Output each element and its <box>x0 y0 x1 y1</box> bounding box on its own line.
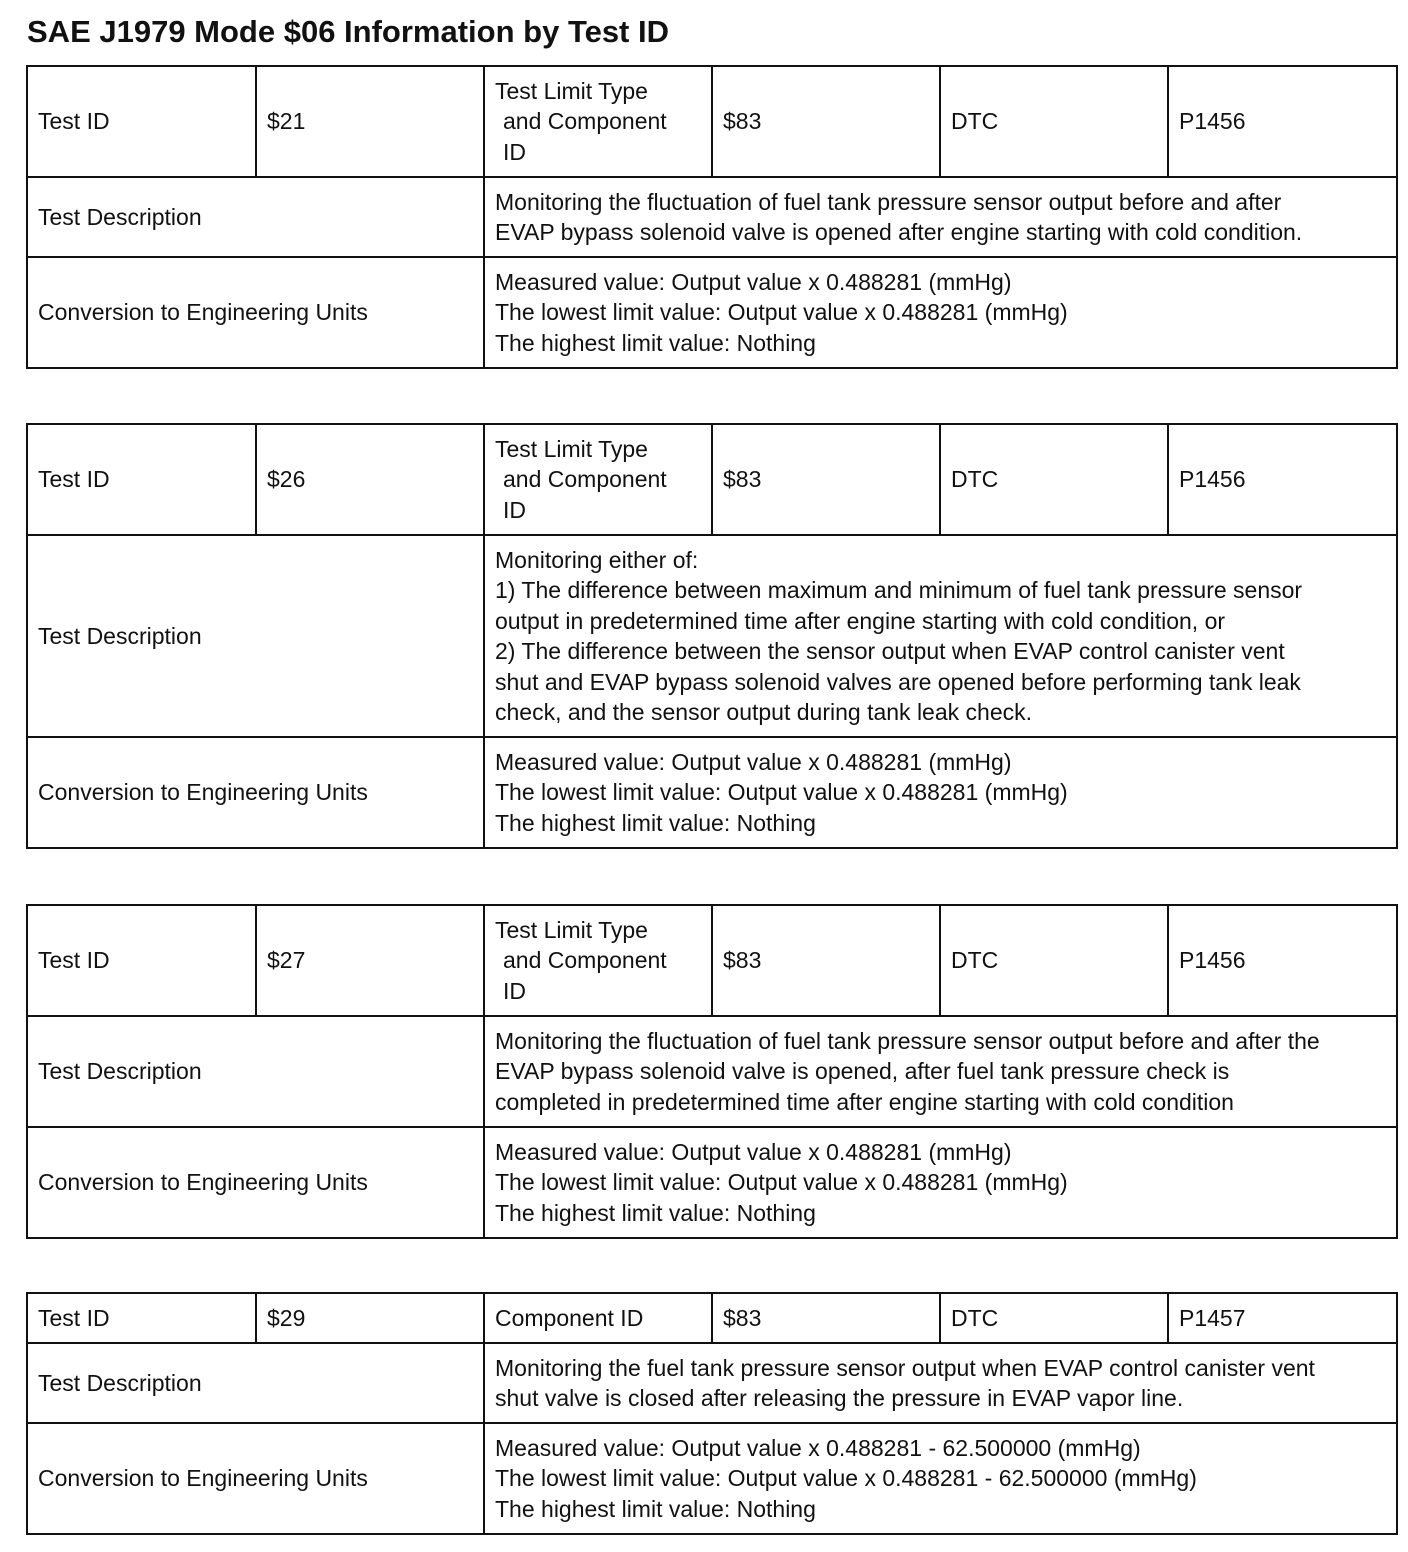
conversion-line: The lowest limit value: Output value x 0.488281 - 62.500000 (mmHg) <box>495 1465 1197 1492</box>
limit-type-label-line: Test Limit Type <box>495 916 648 943</box>
description-line: Monitoring the fuel tank pressure sensor output when EVAP control canister vent <box>495 1354 1315 1381</box>
limit-type-label-line: Test Limit Type <box>495 77 648 104</box>
test-description-text <box>484 535 1397 737</box>
conversion-line: The highest limit value: Nothing <box>495 1495 816 1522</box>
test-id-value: $27 <box>256 905 484 1016</box>
dtc-label: DTC <box>940 424 1168 535</box>
conversion-line: The lowest limit value: Output value x 0.488281 (mmHg) <box>495 299 1068 326</box>
test-id-label: Test ID <box>27 66 256 177</box>
conversion-text <box>484 737 1397 848</box>
conversion-line: The highest limit value: Nothing <box>495 1199 816 1226</box>
limit-type-label <box>484 905 712 1016</box>
limit-type-label <box>484 424 712 535</box>
conversion-line: Measured value: Output value x 0.488281 (mmHg) <box>495 268 1012 295</box>
conversion-line: Measured value: Output value x 0.488281 (mmHg) <box>495 1138 1012 1165</box>
description-line: 1) The difference between maximum and minimum of fuel tank pressure sensor <box>495 577 1303 603</box>
test-block-26 <box>26 423 1398 849</box>
conversion-line: Measured value: Output value x 0.488281 (mmHg) <box>495 748 1012 775</box>
limit-type-label-line: ID <box>503 977 526 1004</box>
component-id-value: $83 <box>712 905 940 1016</box>
test-description-label: Test Description <box>27 1343 484 1423</box>
description-line: check, and the sensor output during tank leak check. <box>495 699 1032 725</box>
test-description-label: Test Description <box>27 535 484 737</box>
test-block-29 <box>26 1292 1398 1535</box>
page-title: SAE J1979 Mode $06 Information by Test ID <box>27 14 669 49</box>
test-block-21 <box>26 65 1398 369</box>
test-id-label: Test ID <box>27 424 256 535</box>
description-line: Monitoring the fluctuation of fuel tank pressure sensor output before and after <box>495 188 1282 215</box>
test-id-label: Test ID <box>27 905 256 1016</box>
description-line: EVAP bypass solenoid valve is opened, after fuel tank pressure check is <box>495 1058 1230 1085</box>
description-line: output in predetermined time after engine starting with cold condition, or <box>495 607 1226 634</box>
limit-type-label <box>484 66 712 177</box>
conversion-text <box>484 1127 1397 1238</box>
conversion-text <box>484 1423 1397 1534</box>
test-block-27 <box>26 904 1398 1239</box>
dtc-value: P1457 <box>1168 1293 1397 1343</box>
test-description-text <box>484 1016 1397 1127</box>
test-description-label: Test Description <box>27 1016 484 1127</box>
limit-type-label-line: Test Limit Type <box>495 435 648 462</box>
dtc-label: DTC <box>940 1293 1168 1343</box>
conversion-label: Conversion to Engineering Units <box>27 1127 484 1238</box>
description-line: completed in predetermined time after engine starting with cold condition <box>495 1088 1234 1115</box>
component-id-value: $83 <box>712 424 940 535</box>
conversion-label: Conversion to Engineering Units <box>27 737 484 848</box>
component-id-label: Component ID <box>484 1293 712 1343</box>
description-line: 2) The difference between the sensor output when EVAP control canister vent <box>495 638 1285 664</box>
description-line: Monitoring either of: <box>495 546 699 573</box>
conversion-line: Measured value: Output value x 0.488281 - 62.500000 (mmHg) <box>495 1434 1141 1461</box>
conversion-label: Conversion to Engineering Units <box>27 257 484 368</box>
limit-type-label-line: and Component <box>503 466 667 493</box>
limit-type-label-line: and Component <box>503 108 667 135</box>
dtc-value: P1456 <box>1168 66 1397 177</box>
description-line: shut valve is closed after releasing the pressure in EVAP vapor line. <box>495 1385 1184 1411</box>
conversion-line: The lowest limit value: Output value x 0.488281 (mmHg) <box>495 779 1068 806</box>
description-line: shut and EVAP bypass solenoid valves are opened before performing tank leak <box>495 668 1301 695</box>
dtc-value: P1456 <box>1168 424 1397 535</box>
test-id-value: $29 <box>256 1293 484 1343</box>
conversion-label: Conversion to Engineering Units <box>27 1423 484 1534</box>
limit-type-label-line: and Component <box>503 947 667 974</box>
description-line: EVAP bypass solenoid valve is opened after engine starting with cold condition. <box>495 219 1303 245</box>
conversion-line: The highest limit value: Nothing <box>495 329 816 356</box>
component-id-value: $83 <box>712 66 940 177</box>
conversion-line: The lowest limit value: Output value x 0.488281 (mmHg) <box>495 1169 1068 1196</box>
test-id-value: $26 <box>256 424 484 535</box>
description-line: Monitoring the fluctuation of fuel tank pressure sensor output before and after the <box>495 1027 1320 1054</box>
test-description-text <box>484 1343 1397 1423</box>
limit-type-label-line: ID <box>503 496 526 523</box>
dtc-value: P1456 <box>1168 905 1397 1016</box>
test-description-text <box>484 177 1397 257</box>
conversion-line: The highest limit value: Nothing <box>495 809 816 836</box>
dtc-label: DTC <box>940 905 1168 1016</box>
limit-type-label-line: ID <box>503 138 526 165</box>
component-id-value: $83 <box>712 1293 940 1343</box>
test-id-value: $21 <box>256 66 484 177</box>
dtc-label: DTC <box>940 66 1168 177</box>
conversion-text <box>484 257 1397 368</box>
test-description-label: Test Description <box>27 177 484 257</box>
test-id-label: Test ID <box>27 1293 256 1343</box>
